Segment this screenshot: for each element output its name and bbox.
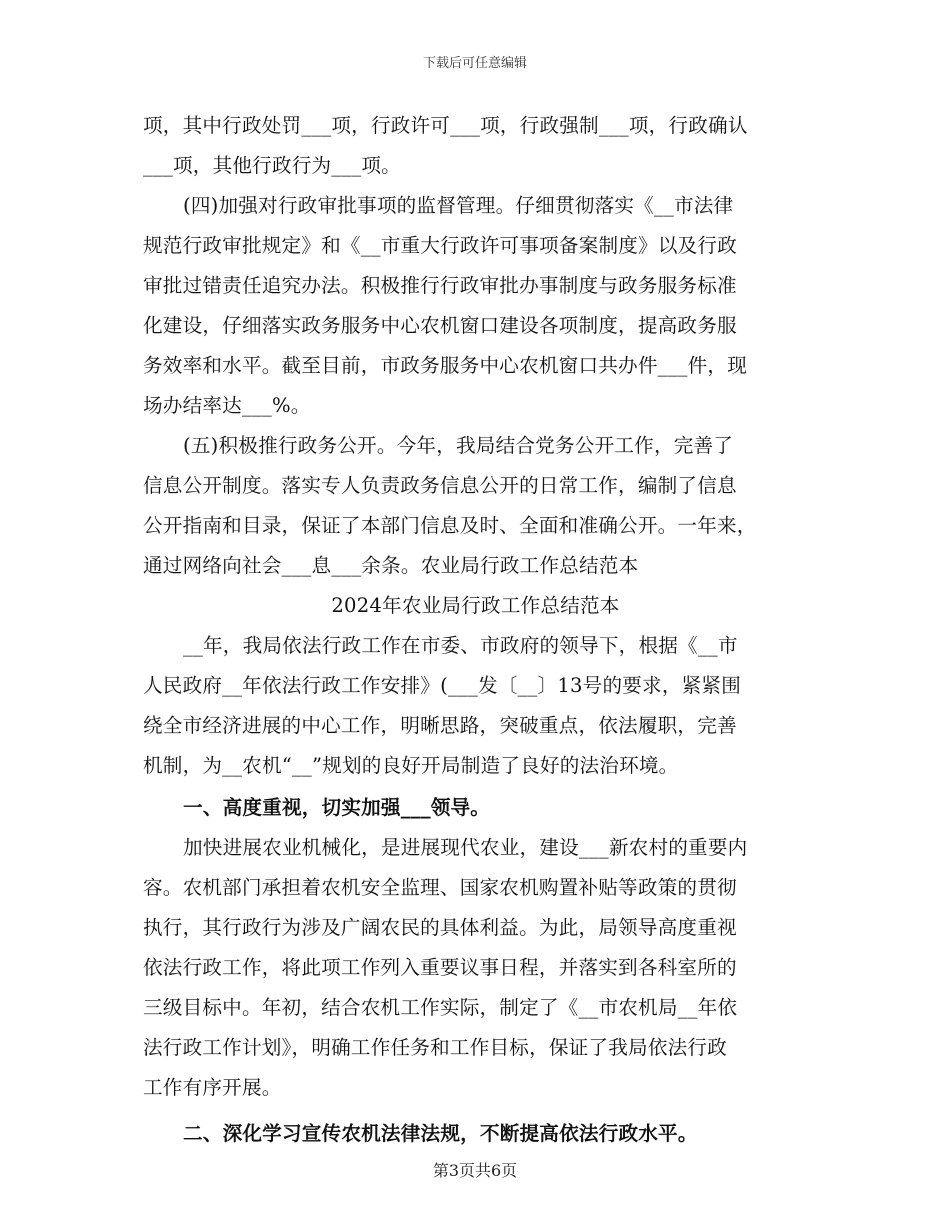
text-line: 执行，其行政行为涉及广阔农民的具体利益。为此，局领导高度重视 [143,916,737,939]
document-title: 2024年农业局行政工作总结范本 [331,594,620,617]
text-line: 审批过错责任追究办法。积极推行行政审批办事制度与政务服务标准 [143,274,737,297]
text-line: 规范行政审批规定》和《__市重大行政许可事项备案制度》以及行政 [143,234,738,257]
text-line: 容。农机部门承担着农机安全监理、国家农机购置补贴等政策的贯彻 [143,876,737,899]
text-line: 法行政工作计划》，明确工作任务和工作目标，保证了我局依法行政 [143,1036,728,1059]
text-line: 项，其中行政处罚___项，行政许可___项，行政强制___项，行政确认 [143,114,748,137]
page-footer: 第3页共6页 [432,1161,518,1180]
text-line: (四)加强对行政审批事项的监督管理。仔细贯彻落实《__市法律 [183,194,734,217]
text-line: (五)积极推行政务公开。今年，我局结合党务公开工作，完善了 [183,434,734,457]
text-line: 信息公开制度。落实专人负责政务信息公开的日常工作，编制了信息 [143,474,737,497]
text-line: 三级目标中。年初，结合农机工作实际，制定了《__市农机局__年依 [143,996,738,1019]
text-line: 公开指南和目录，保证了本部门信息及时、全面和准确公开。一年来， [143,514,757,537]
text-line: 绕全市经济进展的中心工作，明晰思路，突破重点，依法履职，完善 [143,714,737,737]
text-line: 工作有序开展。 [143,1076,282,1099]
section-heading-line: 一、高度重视，切实加强___领导。 [183,796,491,819]
text-line: 机制，为__农机“__”规划的良好开局制造了良好的法治环境。 [143,754,679,777]
text-line: 化建设，仔细落实政务服务中心农机窗口建设各项制度，提高政务服 [143,314,737,337]
text-line: __年，我局依法行政工作在市委、市政府的领导下，根据《__市 [183,634,738,657]
document-body [143,106,808,1154]
text-line: 依法行政工作，将此项工作列入重要议事日程，并落实到各科室所的 [143,956,737,979]
page-header: 下载后可任意编辑 [422,56,527,71]
section-heading-line: 二、深化学习宣传农机法律法规，不断提高依法行政水平。 [183,1122,698,1145]
text-line: 通过网络向社会___息___余条。农业局行政工作总结范本 [143,554,639,577]
text-line: 人民政府__年依法行政工作安排》(___发〔__〕13号的要求，紧紧围 [143,674,741,697]
text-line: 场办结率达___%。 [143,394,311,417]
text-line: ___项，其他行政行为___项。 [143,154,401,177]
text-line: 加快进展农业机械化，是进展现代农业，建设___新农村的重要内 [183,836,748,859]
text-line: 务效率和水平。截至目前，市政务服务中心农机窗口共办件___件，现 [143,354,748,377]
